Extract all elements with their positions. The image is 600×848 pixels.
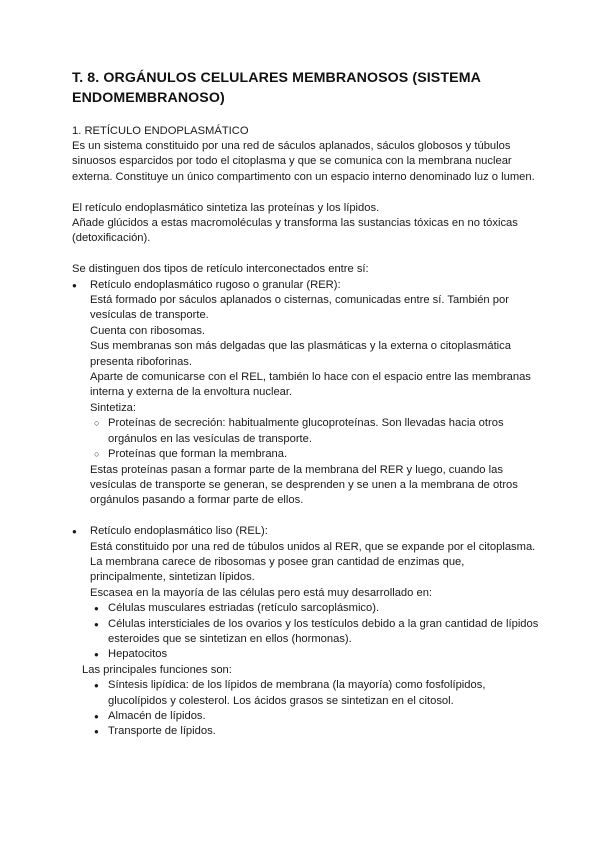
rel-desc-1: Está constituido por una red de túbulos unidos al RER, que se expande por el citoplasma. [90, 540, 536, 553]
list-item: ● Hepatocitos [72, 647, 540, 662]
rer-desc-1: Está formado por sáculos aplanados o cisternas, comunicadas entre sí. También por vesículas de transporte. [90, 294, 509, 322]
intro-paragraph: Es un sistema constituido por una red de sáculos aplanados, sáculos globosos y túbulos sinuosos esparcidos por todo el citoplasma y que se comunica con la membrana nuclear externa. Constituye un único compartimento con un espacio interno denominado luz o lumen. [72, 140, 535, 183]
list-item: ● Transporte de lípidos. [72, 724, 540, 739]
rer-synth-label: Sintetiza: [90, 401, 137, 414]
rel-functions-list [72, 678, 540, 740]
list-item: ○ Proteínas de secreción: habitualmente glucoproteínas. Son llevadas hacia otros orgánulos en las vesículas de transporte. [72, 416, 540, 447]
rer-synth-list [72, 416, 540, 462]
list-item: ● Células intersticiales de los ovarios y los testículos debido a la gran cantidad de lípidos esteroides que se sintetizan en ellos (hormonas). [72, 617, 540, 648]
page-title: T. 8. ORGÁNULOS CELULARES MEMBRANOSOS (SISTEMA ENDOMEMBRANOSO) [72, 70, 481, 106]
list-item: ○ Proteínas que forman la membrana. [72, 447, 540, 462]
list-item: ● Almacén de lípidos. [72, 709, 540, 724]
types-intro: Se distinguen dos tipos de retículo interconectados entre sí: [72, 263, 369, 276]
list-item: ● Síntesis lipídica: de los lípidos de membrana (la mayoría) como fosfolípidos, glucolípidos y colesterol. Los ácidos grasos se sintetizan en el citosol. [72, 678, 540, 709]
rel-functions-label: Las principales funciones son: [82, 663, 232, 676]
list-item-rel [72, 524, 540, 740]
reticulum-types-list-2 [72, 524, 540, 740]
rel-desc-2: La membrana carece de ribosomas y posee gran cantidad de enzimas que, principalmente, sintetizan lípidos. [90, 555, 465, 584]
reticulum-types-list [72, 278, 540, 509]
section-heading: 1. RETÍCULO ENDOPLASMÁTICO [72, 125, 249, 137]
rer-closing: Estas proteínas pasan a formar parte de la membrana del RER y luego, cuando las vesículas de transporte se generan, se desprenden y se unen a la membrana de otros orgánulos pasando a formar parte de ellos. [90, 463, 518, 507]
rer-desc-2: Cuenta con ribosomas. [90, 324, 206, 337]
synthesis-line: El retículo endoplasmático sintetiza las proteínas y los lípidos. [72, 201, 380, 214]
rel-desc-3: Escasea en la mayoría de las células pero está muy desarrollado en: [90, 586, 433, 599]
detox-line: Añade glúcidos a estas macromoléculas y transforma las sustancias tóxicas en no tóxicas (detoxificación). [72, 217, 518, 245]
rer-label: Retículo endoplasmático rugoso o granular (RER): [90, 278, 341, 291]
list-item: ● Células musculares estriadas (retículo sarcoplásmico). [72, 601, 540, 616]
rel-label: Retículo endoplasmático liso (REL): [90, 525, 268, 538]
rel-cells-list [72, 601, 540, 663]
list-item-rer [72, 278, 540, 509]
rer-desc-4: Aparte de comunicarse con el REL, también lo hace con el espacio entre las membranas interna y externa de la envoltura nuclear. [90, 371, 531, 399]
rer-desc-3: Sus membranas son más delgadas que las plasmáticas y la externa o citoplasmática presenta riboforinas. [90, 340, 511, 368]
